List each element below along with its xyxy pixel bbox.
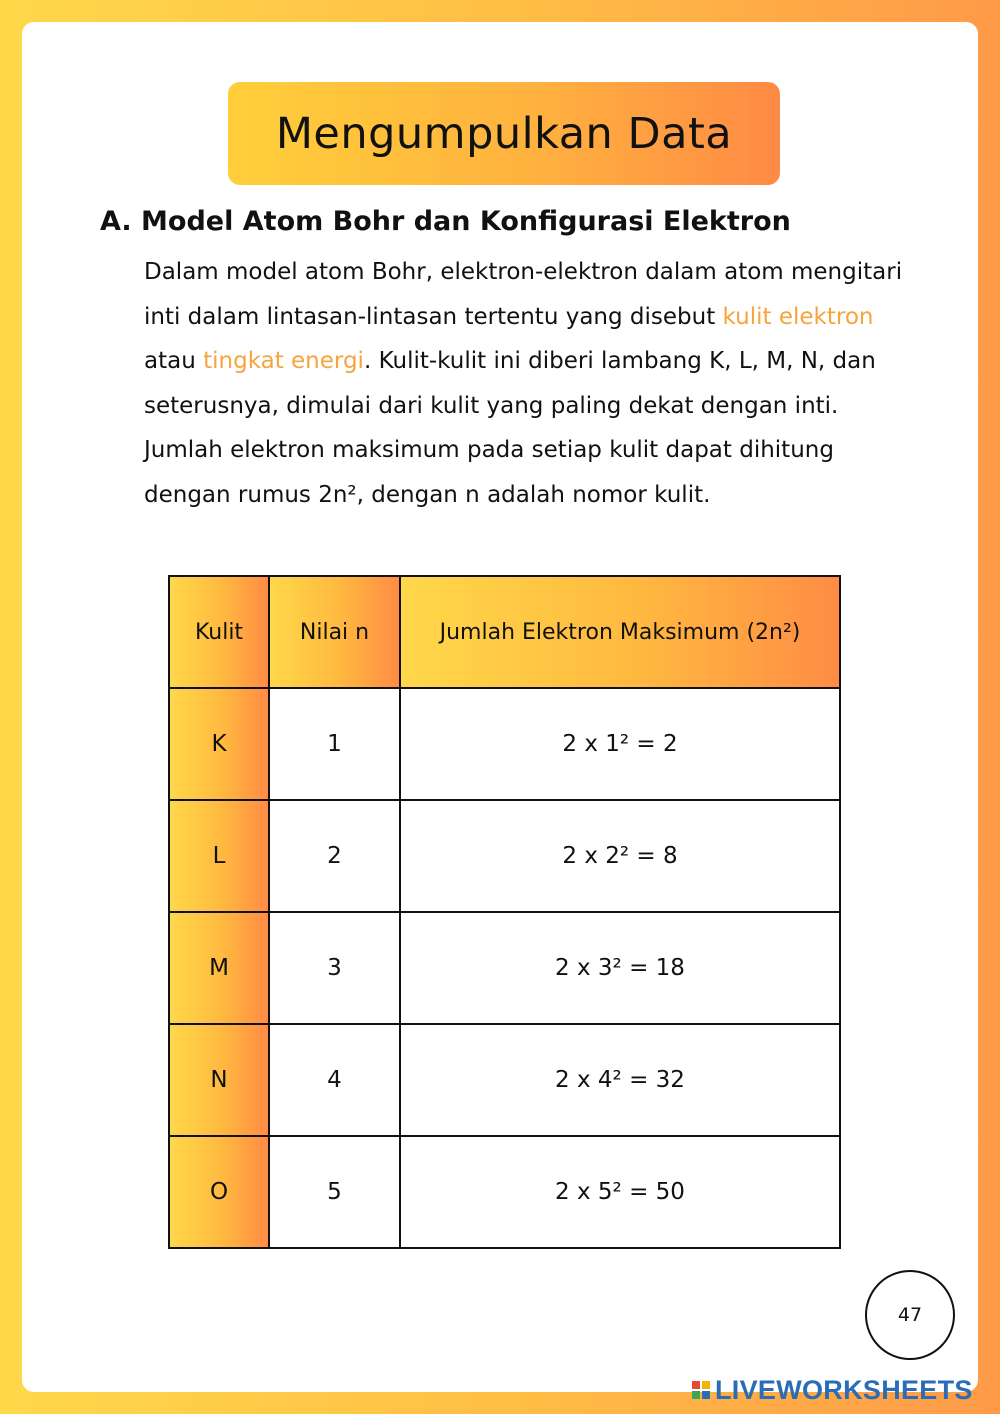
section-heading: A. Model Atom Bohr dan Konfigurasi Elektron bbox=[100, 206, 791, 237]
cell-kulit: O bbox=[169, 1136, 269, 1248]
page-number-badge bbox=[865, 1270, 955, 1360]
table-row bbox=[169, 688, 840, 800]
cell-jumlah-elektron: 2 x 5² = 50 bbox=[400, 1136, 840, 1248]
table-header-row bbox=[169, 576, 840, 688]
cell-kulit: L bbox=[169, 800, 269, 912]
highlight-kulit-elektron: kulit elektron bbox=[722, 303, 874, 330]
cell-nilai-n: 1 bbox=[269, 688, 400, 800]
header-kulit: Kulit bbox=[169, 576, 269, 688]
table-row bbox=[169, 1136, 840, 1248]
title-banner bbox=[228, 82, 780, 185]
electron-shell-table bbox=[168, 575, 841, 1249]
cell-kulit: M bbox=[169, 912, 269, 1024]
liveworksheets-watermark bbox=[692, 1374, 973, 1406]
page-title: Mengumpulkan Data bbox=[275, 108, 733, 159]
cell-nilai-n: 2 bbox=[269, 800, 400, 912]
p1-text-c: . Kulit-kulit ini diberi lambang K, L, M, N, dan seterusnya, dimulai dari kulit yang paling dekat dengan inti. bbox=[144, 348, 876, 419]
watermark-text: LIVEWORKSHEETS bbox=[715, 1374, 973, 1405]
p1-text-b: atau bbox=[144, 348, 204, 374]
paragraph-1 bbox=[144, 250, 924, 428]
cell-kulit: N bbox=[169, 1024, 269, 1136]
cell-kulit: K bbox=[169, 688, 269, 800]
cell-jumlah-elektron: 2 x 1² = 2 bbox=[400, 688, 840, 800]
cell-jumlah-elektron: 2 x 2² = 8 bbox=[400, 800, 840, 912]
cell-nilai-n: 4 bbox=[269, 1024, 400, 1136]
cell-jumlah-elektron: 2 x 4² = 32 bbox=[400, 1024, 840, 1136]
paragraph-2: Jumlah elektron maksimum pada setiap kulit dapat dihitung dengan rumus 2n², dengan n adalah nomor kulit. bbox=[144, 437, 834, 508]
explanation-text bbox=[144, 250, 924, 517]
cell-jumlah-elektron: 2 x 3² = 18 bbox=[400, 912, 840, 1024]
header-jumlah-elektron: Jumlah Elektron Maksimum (2n²) bbox=[400, 576, 840, 688]
cell-nilai-n: 3 bbox=[269, 912, 400, 1024]
table-row bbox=[169, 912, 840, 1024]
electron-shell-table-container bbox=[168, 575, 841, 1249]
table-row bbox=[169, 1024, 840, 1136]
table-row bbox=[169, 800, 840, 912]
cell-nilai-n: 5 bbox=[269, 1136, 400, 1248]
liveworksheets-logo-icon bbox=[692, 1381, 710, 1399]
page-number: 47 bbox=[897, 1304, 923, 1326]
p1-text-a: Dalam model atom Bohr, elektron-elektron dalam atom mengitari inti dalam lintasan-lintasan tertentu yang disebut bbox=[144, 259, 903, 330]
header-nilai-n: Nilai n bbox=[269, 576, 400, 688]
highlight-tingkat-energi: tingkat energi bbox=[203, 348, 364, 374]
worksheet-page bbox=[22, 22, 978, 1392]
